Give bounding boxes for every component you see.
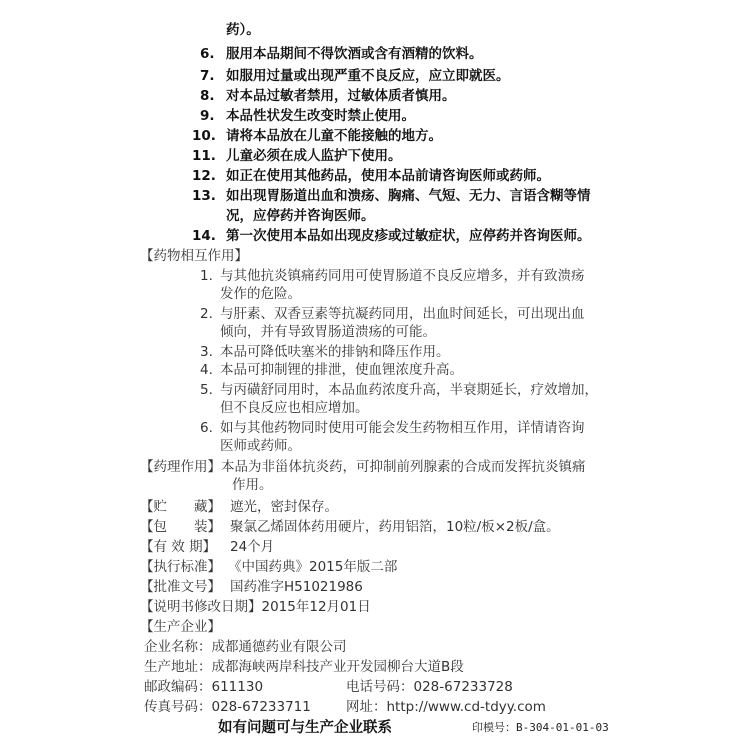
precaution-item-7 (200, 64, 510, 84)
interaction-num: 5. (200, 382, 213, 398)
precaution-num: 11. (192, 148, 216, 164)
approval-header: 【批准文号】 (140, 579, 221, 595)
interaction-item-4 (200, 358, 463, 378)
precaution-text: 如出现胃肠道出血和溃疡、胸痛、气短、无力、言语含糊等情 (226, 188, 591, 204)
interaction-item-6 (200, 416, 585, 436)
interaction-item-5-cont: 但不良反应也相应增加。 (220, 400, 369, 416)
manufacturer-postcode-label: 邮政编码： (144, 679, 212, 695)
interaction-item-5 (200, 378, 598, 398)
manufacturer-name: 成都通德药业有限公司 (211, 639, 347, 655)
precaution-text: 请将本品放在儿童不能接触的地方。 (226, 128, 442, 144)
interaction-text: 与肝素、双香豆素等抗凝药同用，出血时间延长，可出现出血 (220, 306, 585, 322)
interaction-num: 3. (200, 344, 213, 360)
packaging-header: 【包 装】 (140, 519, 221, 535)
precaution-item-13-cont: 况，应停药并咨询医师。 (226, 208, 375, 224)
precaution-num: 7. (200, 68, 215, 84)
precaution-num: 10. (192, 128, 216, 144)
interaction-num: 1. (200, 268, 213, 284)
interaction-item-2-cont: 倾向，并有导致胃肠道溃疡的可能。 (220, 324, 436, 340)
interaction-text: 与其他抗炎镇痛药同用可使胃肠道不良反应增多，并有致溃疡 (220, 268, 585, 284)
storage-row (140, 495, 338, 515)
manufacturer-postcode-row (144, 675, 263, 695)
packaging-row (140, 515, 560, 535)
manufacturer-phone: 028-67233728 (413, 679, 513, 695)
interaction-num: 6. (200, 420, 213, 436)
precaution-text: 对本品过敏者禁用，过敏体质者慎用。 (226, 88, 456, 104)
manufacturer-name-label: 企业名称： (144, 639, 212, 655)
storage-header: 【贮 藏】 (140, 499, 221, 515)
revision-text: 2015年12月01日 (261, 599, 371, 615)
precaution-text: 第一次使用本品如出现皮疹或过敏症状，应停药并咨询医师。 (226, 228, 591, 244)
manufacturer-header: 【生产企业】 (140, 619, 221, 635)
precaution-item-11 (192, 144, 402, 164)
interaction-num: 2. (200, 306, 213, 322)
manufacturer-postcode: 611130 (211, 679, 264, 695)
manufacturer-website-label: 网址： (346, 699, 387, 715)
interaction-text: 与丙磺舒同用时，本品血药浓度升高，半衰期延长，疗效增加， (220, 382, 598, 398)
revision-row (140, 595, 371, 615)
interaction-text: 如与其他药物同时使用可能会发生药物相互作用，详情请咨询 (220, 420, 585, 436)
interaction-item-1 (200, 264, 585, 284)
manufacturer-name-row (144, 635, 347, 655)
interaction-item-6-cont: 医师或药师。 (220, 438, 301, 454)
precaution-text: 如服用过量或出现严重不良反应，应立即就医。 (226, 68, 510, 84)
precaution-num: 8. (200, 88, 215, 104)
validity-text: 24个月 (230, 539, 275, 555)
manufacturer-address-label: 生产地址： (144, 659, 212, 675)
revision-header: 【说明书修改日期】 (140, 599, 262, 615)
manufacturer-fax-row (144, 695, 311, 715)
manufacturer-phone-label: 电话号码： (346, 679, 414, 695)
precaution-text: 本品性状发生改变时禁止使用。 (226, 108, 415, 124)
approval-text: 国药准字H51021986 (230, 579, 363, 595)
precaution-item-12 (192, 164, 550, 184)
precaution-item-9 (200, 104, 415, 124)
precaution-item-6 (200, 42, 483, 62)
precaution-num: 9. (200, 108, 215, 124)
manufacturer-address-row (144, 655, 464, 675)
precaution-item-8 (200, 84, 456, 104)
interactions-header: 【药物相互作用】 (140, 248, 248, 264)
precaution-num: 13. (192, 188, 216, 204)
manufacturer-website: http://www.cd-tdyy.com (386, 699, 546, 715)
pharmacology-header: 【药理作用】 (140, 459, 221, 475)
interaction-item-1-cont: 发作的危险。 (220, 286, 301, 302)
print-code: 印模号：B-304-01-01-03 (472, 721, 609, 734)
storage-text: 遮光，密封保存。 (230, 499, 338, 515)
standard-header: 【执行标准】 (140, 559, 221, 575)
interaction-num: 4. (200, 362, 213, 378)
precaution-continuation: 药）。 (226, 22, 260, 38)
interaction-item-2 (200, 302, 585, 322)
standard-text: 《中国药典》2015年版二部 (228, 559, 398, 575)
manufacturer-website-row (346, 695, 546, 715)
pharmacology-row (140, 455, 586, 475)
precaution-num: 14. (192, 228, 216, 244)
precaution-item-10 (192, 124, 442, 144)
pharmacology-text: 本品为非甾体抗炎药，可抑制前列腺素的合成而发挥抗炎镇痛 (221, 459, 586, 475)
precaution-text: 服用本品期间不得饮酒或含有酒精的饮料。 (226, 46, 483, 62)
precaution-num: 12. (192, 168, 216, 184)
precaution-text: 儿童必须在成人监护下使用。 (226, 148, 402, 164)
manufacturer-fax-label: 传真号码： (144, 699, 212, 715)
manufacturer-phone-row (346, 675, 513, 695)
precaution-num: 6. (200, 46, 215, 62)
precaution-text: 如正在使用其他药品，使用本品前请咨询医师或药师。 (226, 168, 550, 184)
packaging-text: 聚氯乙烯固体药用硬片，药用铝箔，10粒/板×2板/盒。 (230, 519, 560, 535)
interaction-text: 本品可抑制锂的排泄，使血锂浓度升高。 (220, 362, 463, 378)
interaction-item-3 (200, 340, 450, 360)
manufacturer-address: 成都海峡两岸科技产业开发园柳台大道B段 (211, 659, 464, 675)
precaution-item-13 (192, 184, 591, 204)
standard-row (140, 555, 397, 575)
validity-row (140, 535, 274, 555)
validity-header: 【有 效 期】 (140, 539, 217, 555)
interaction-text: 本品可降低呋塞米的排钠和降压作用。 (220, 344, 450, 360)
precaution-item-14 (192, 224, 591, 244)
manufacturer-fax: 028-67233711 (211, 699, 311, 715)
footer-contact: 如有问题可与生产企业联系 (218, 720, 392, 736)
approval-row (140, 575, 363, 595)
pharmacology-cont: 作用。 (232, 477, 273, 493)
